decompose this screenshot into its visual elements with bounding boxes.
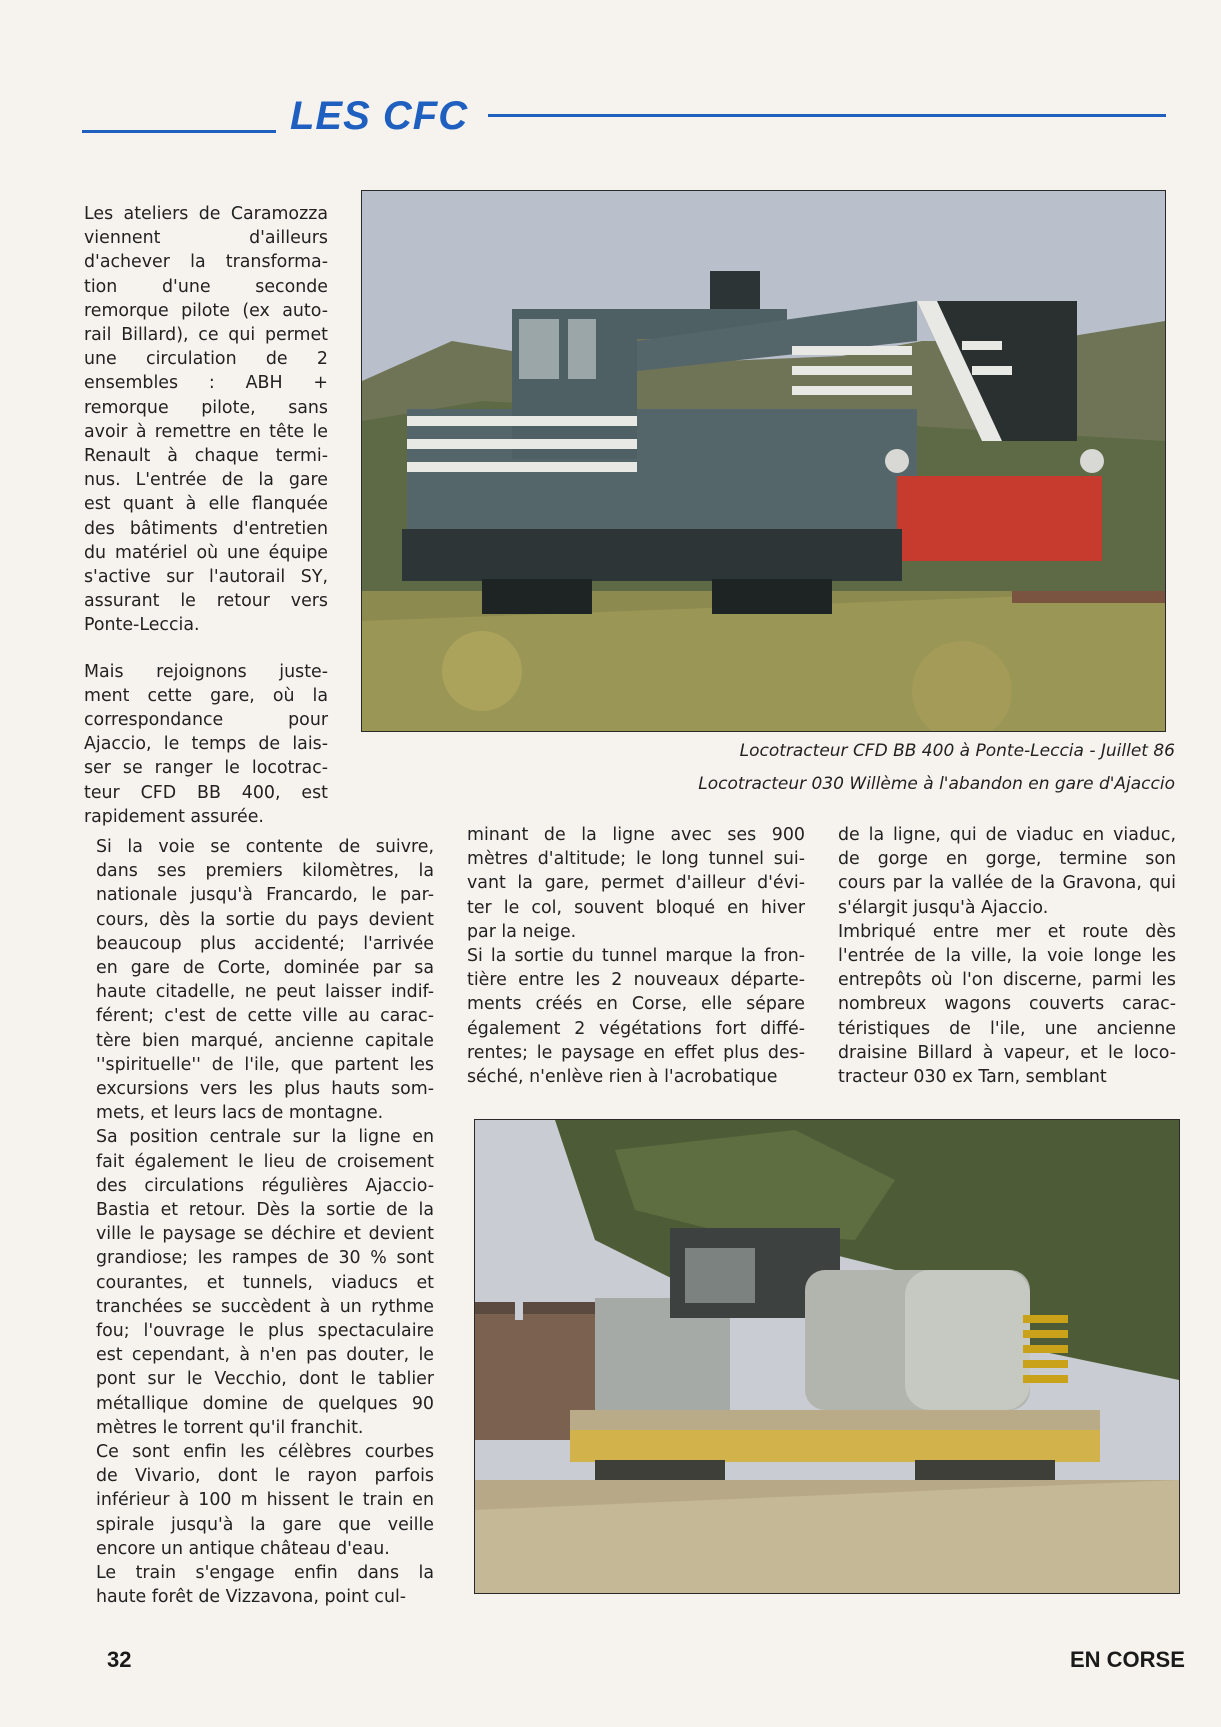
text-column-middle [467,823,805,1089]
text-line: minant de la ligne avec ses 900 [467,825,805,845]
text-line: Imbriqué entre mer et route dès [838,921,1176,942]
text-line: Les ateliers de Caramozza [84,204,328,224]
text-line: Si la voie se contente de suivre, [96,837,434,857]
text-line: vant la gare, permet d'ailleur d'évi- [467,873,805,894]
text-line: avoir à remettre en tête le [84,421,328,442]
text-line: du matériel où une équipe [84,542,328,563]
text-line: tion d'une seconde [84,276,328,297]
text-line: ''spirituelle'' de l'ile, que partent les [96,1054,434,1075]
text-line: rentes; le paysage en effet plus des- [467,1042,805,1063]
text-line: excursions vers les plus hauts som- [96,1079,434,1100]
text-line: de la ligne, qui de viaduc en viaduc, [838,825,1176,845]
photo-caption-1: Locotracteur CFD BB 400 à Ponte-Leccia - Juillet 86 [739,741,1175,761]
text-line: séché, n'enlève rien à l'acrobatique [467,1067,778,1088]
text-line: rail Billard), ce qui permet [84,325,328,346]
text-line: pont sur le Vecchio, dont le tablier [96,1369,434,1390]
text-line: draisine Billard à vapeur, et le loco- [838,1042,1176,1063]
text-line: ville le paysage se déchire et devient [96,1224,434,1245]
text-line: s'active sur l'autorail SY, [84,567,328,588]
text-line: correspondance pour [84,710,328,731]
text-line: cours, dès la sortie du pays devient [96,909,434,930]
text-line: métallique domine de quelques 90 [96,1393,434,1414]
text-line: Sa position centrale sur la ligne en [96,1127,434,1148]
photo-locotracteur-cfd-bb-400 [361,190,1166,732]
text-line: de Vivario, dont le rayon parfois [96,1466,434,1487]
text-line: inférieur à 100 m hissent le train en [96,1490,434,1511]
text-line: ensembles : ABH + [84,373,328,394]
text-line: fait également le lieu de croisement [96,1151,434,1172]
text-line: tère bien marqué, ancienne capitale [96,1030,434,1051]
text-column-right [838,823,1176,1089]
text-line: grandiose; les rampes de 30 % sont [96,1248,434,1269]
text-line: cours par la vallée de la Gravona, qui [838,873,1176,894]
text-line: également 2 végétations fort diffé- [467,1018,805,1039]
photo-caption-2: Locotracteur 030 Willème à l'abandon en gare d'Ajaccio [698,774,1175,794]
running-footer-section: EN CORSE [1070,1647,1185,1672]
text-line: des circulations régulières Ajaccio- [96,1175,434,1196]
text-line: téristiques de l'ile, une ancienne [838,1018,1176,1039]
text-line: Mais rejoignons juste- [84,661,328,682]
text-line: entrepôts où l'on discerne, parmi les [838,970,1176,991]
text-line: mètres d'altitude; le long tunnel sui- [467,849,805,870]
text-line: s'élargit jusqu'à Ajaccio. [838,897,1049,918]
text-line: courantes, et tunnels, viaducs et [96,1272,434,1293]
text-line: Ce sont enfin les célèbres courbes [96,1442,434,1463]
text-line: férent; c'est de cette ville au carac- [96,1006,434,1027]
text-line: assurant le retour vers [84,591,328,612]
text-line: par la neige. [467,921,577,942]
text-line: dans ses premiers kilomètres, la [96,861,434,882]
photo-locotracteur-030-willeme [474,1119,1180,1594]
text-line: ter le col, souvent bloqué en hiver [467,897,805,918]
text-line: remorque pilote (ex auto- [84,300,328,321]
text-line: mètres le torrent qu'il franchit. [96,1417,364,1438]
text-line: tière entre les 2 nouveaux départe- [467,970,805,991]
text-line: une circulation de 2 [84,349,328,370]
text-line: rapidement assurée. [84,806,264,827]
text-line: fou; l'ouvrage le plus spectaculaire [96,1321,434,1342]
text-line: Bastia et retour. Dès la sortie de la [96,1200,434,1221]
text-line: des bâtiments d'entretien [84,518,328,539]
text-line: Le train s'engage enfin dans la [96,1563,434,1584]
text-line: est quant à elle flanquée [84,494,328,515]
text-line: encore un antique château d'eau. [96,1538,390,1559]
text-line: ser se ranger le locotrac- [84,758,328,779]
page-number: 32 [107,1647,132,1672]
section-title: LES CFC [290,94,469,138]
text-line: viennent d'ailleurs [84,228,328,249]
text-line: spirale jusqu'à la gare que veille [96,1514,434,1535]
text-line: tracteur 030 ex Tarn, semblant [838,1067,1107,1088]
text-line: nationale jusqu'à Francardo, le par- [96,885,434,906]
text-line: est cependant, à n'en pas douter, le [96,1345,434,1366]
text-line: nombreux wagons couverts carac- [838,994,1176,1015]
text-line: ments créés en Corse, elle sépare [467,994,805,1015]
text-line: Renault à chaque termi- [84,446,328,467]
paragraph-gap [84,638,328,660]
text-line: haute forêt de Vizzavona, point cul- [96,1587,407,1608]
text-line: Si la sortie du tunnel marque la fron- [467,946,805,967]
text-line: nus. L'entrée de la gare [84,470,328,491]
text-line: de gorge en gorge, termine son [838,849,1176,870]
text-line: Ponte-Leccia. [84,615,200,636]
text-line: en gare de Corte, dominée par sa [96,958,434,979]
text-line: Ajaccio, le temps de lais- [84,734,328,755]
text-line: mets, et leurs lacs de montagne. [96,1103,384,1124]
text-column-left-bottom [96,835,434,1610]
text-line: d'achever la transforma- [84,252,328,273]
text-line: tranchées se succèdent à un rythme [96,1296,434,1317]
text-line: teur CFD BB 400, est [84,782,328,803]
text-line: haute citadelle, ne peut laisser indif- [96,982,434,1003]
text-column-left-top [84,202,328,829]
text-line: remorque pilote, sans [84,397,328,418]
text-line: ment cette gare, où la [84,685,328,706]
header-rule-right [488,114,1166,117]
text-line: beaucoup plus accidenté; l'arrivée [96,933,434,954]
header-rule-left [82,130,276,133]
text-line: l'entrée de la ville, la voie longe les [838,946,1176,967]
